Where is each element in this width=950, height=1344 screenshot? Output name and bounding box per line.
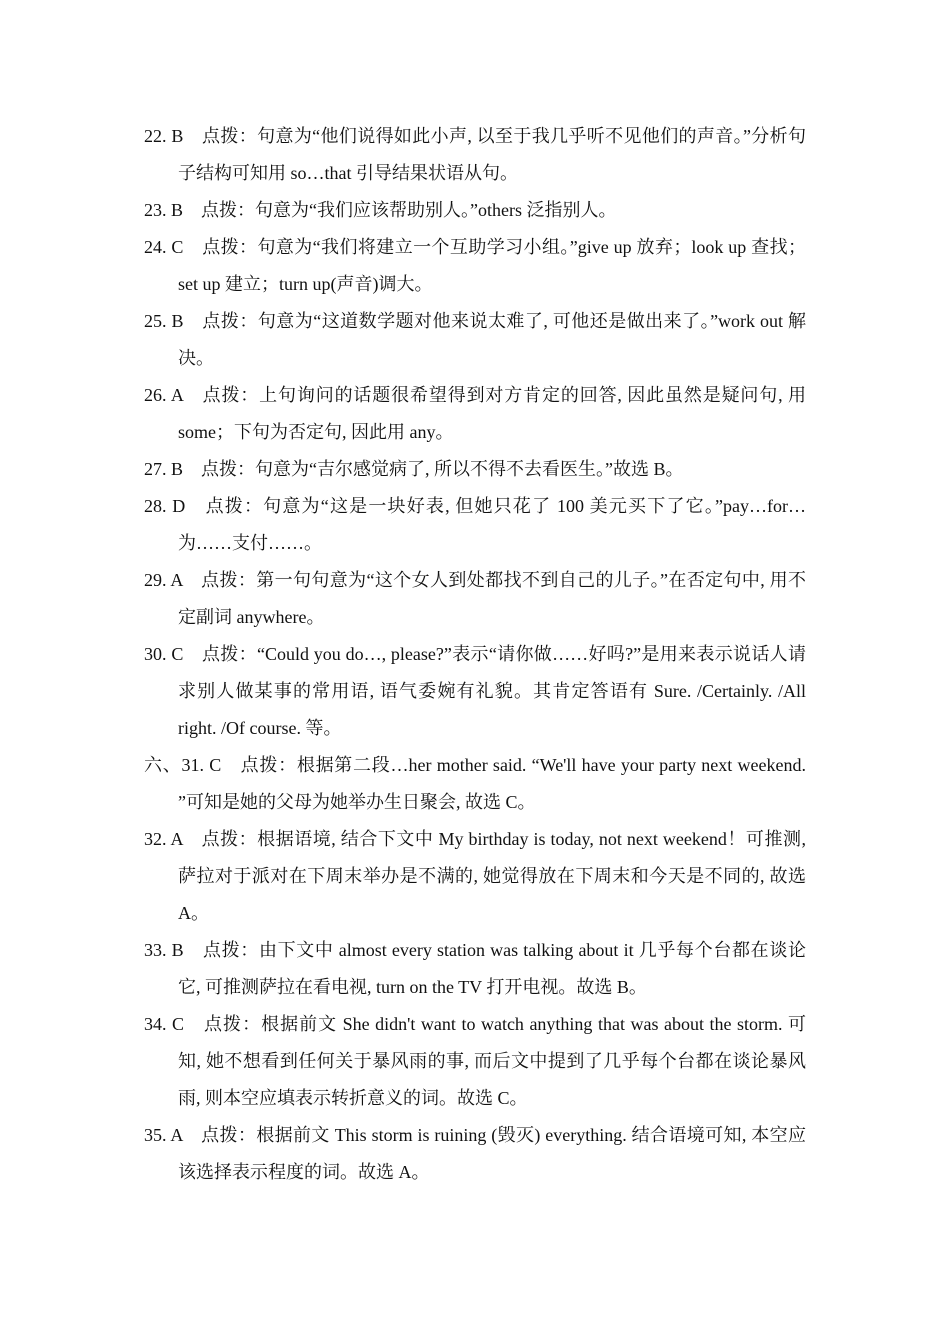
- answer-28: 28. D 点拨：句意为“这是一块好表, 但她只花了 100 美元买下了它。”pay…for…为……支付……。: [144, 496, 806, 553]
- answer-23: 23. B 点拨：句意为“我们应该帮助别人。”others 泛指别人。: [144, 200, 617, 220]
- answer-30: 30. C 点拨：“Could you do…, please?”表示“请你做……好吗?”是用来表示说话人请求别人做某事的常用语, 语气委婉有礼貌。其肯定答语有 Sure. /Certainly. /All right. /Of course. 等。: [144, 644, 806, 738]
- answer-explanations: [144, 118, 806, 1191]
- answer-26: 26. A 点拨：上句询问的话题很希望得到对方肯定的回答, 因此虽然是疑问句, 用 some；下句为否定句, 因此用 any。: [144, 385, 806, 442]
- answer-32: 32. A 点拨：根据语境, 结合下文中 My birthday is today, not next weekend！可推测, 萨拉对于派对在下周末举办是不满的, 她觉得放在下周末和今天是不同的, 故选 A。: [144, 829, 806, 923]
- answer-29: 29. A 点拨：第一句句意为“这个女人到处都找不到自己的儿子。”在否定句中, 用不定副词 anywhere。: [144, 570, 806, 627]
- answer-24: 24. C 点拨：句意为“我们将建立一个互助学习小组。”give up 放弃；look up 查找；set up 建立；turn up(声音)调大。: [144, 237, 806, 294]
- answer-34: 34. C 点拨：根据前文 She didn't want to watch anything that was about the storm. 可知, 她不想看到任何关于暴风雨的事, 而后文中提到了几乎每个台都在谈论暴风雨, 则本空应填表示转折意义的词。故选 C。: [144, 1014, 806, 1108]
- answer-22: 22. B 点拨：句意为“他们说得如此小声, 以至于我几乎听不见他们的声音。”分析句子结构可知用 so…that 引导结果状语从句。: [144, 126, 806, 183]
- answer-31: 六、31. C 点拨：根据第二段…her mother said. “We'll have your party next weekend. ”可知是她的父母为她举办生日聚会, 故选 C。: [144, 755, 806, 812]
- answer-35: 35. A 点拨：根据前文 This storm is ruining (毁灭) everything. 结合语境可知, 本空应该选择表示程度的词。故选 A。: [144, 1125, 806, 1182]
- answer-33: 33. B 点拨：由下文中 almost every station was talking about it 几乎每个台都在谈论它, 可推测萨拉在看电视, turn on the TV 打开电视。故选 B。: [144, 940, 806, 997]
- answer-27: 27. B 点拨：句意为“吉尔感觉病了, 所以不得不去看医生。”故选 B。: [144, 459, 684, 479]
- answer-25: 25. B 点拨：句意为“这道数学题对他来说太难了, 可他还是做出来了。”work out 解决。: [144, 311, 806, 368]
